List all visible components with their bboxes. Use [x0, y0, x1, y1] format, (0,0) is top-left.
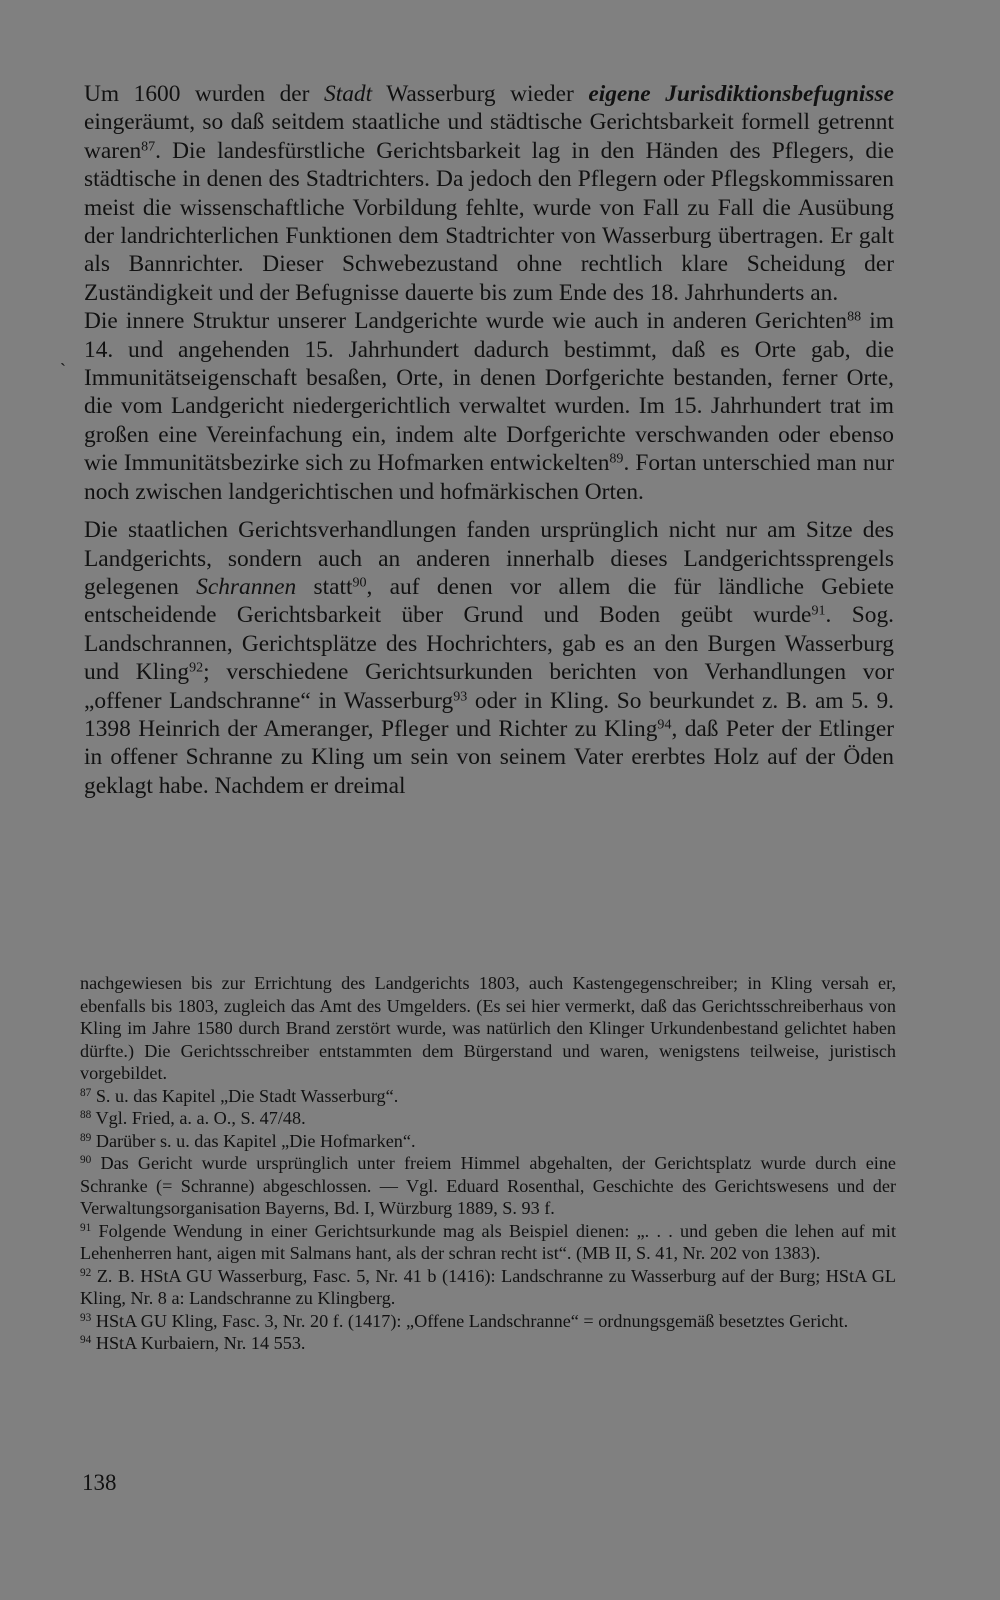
footnote-list: [80, 1085, 896, 1355]
footnote-number: 90: [80, 1153, 92, 1166]
emphasis-jurisdiktionsbefugnisse: eigene Jurisdiktionsbefugnisse: [588, 81, 894, 107]
footnote-ref-88[interactable]: 88: [847, 308, 862, 325]
page-number: 138: [82, 1470, 117, 1495]
text-run: . Fortan unterschied man nur noch zwischen landgerichtischen und hofmärkischen Orten.: [84, 450, 895, 505]
text-run: Die staatlichen Gerichtsverhandlungen fanden ursprünglich nicht nur am Sitze des Landgerichts, sondern auch an anderen innerhalb dieses Landgerichtssprengels gelegenen: [84, 517, 894, 600]
footnote-number: 87: [80, 1086, 92, 1099]
paragraph-2: [84, 307, 894, 506]
emphasis-stadt: Stadt: [324, 81, 373, 107]
footnote-91: [80, 1220, 896, 1265]
text-run: oder in Kling. So beurkundet z. B. am 5. 9. 1398 Heinrich der Ameranger, Pfleger und Richter zu Kling: [84, 687, 894, 742]
footnote-text: Z. B. HStA GU Wasserburg, Fasc. 5, Nr. 41 b (1416): Landschranne zu Wasserburg auf der Burg; HStA GL Kling, Nr. 8 a: Landschranne zu Klingberg.: [80, 1265, 896, 1308]
text-run: Die innere Struktur unserer Landgerichte wurde wie auch in anderen Gerichten: [84, 308, 848, 335]
footnote-text: Das Gericht wurde ursprünglich unter freiem Himmel abgehalten, der Gerichtsplatz wurde durch eine Schranke (= Schranne) abgeschlossen. — Vgl. Eduard Rosenthal, Geschichte des Gerichtswesens und der Verwaltungsorganisation Bayerns, Bd. I, Würzburg 1889, S. 93 f.: [80, 1153, 896, 1218]
footnote-ref-93[interactable]: 93: [453, 687, 468, 704]
footnote-92: [80, 1265, 896, 1310]
footnote-text: HStA GU Kling, Fasc. 3, Nr. 20 f. (1417): „Offene Landschranne“ = ordnungsgemäß besetztes Gericht.: [95, 1310, 849, 1331]
paragraph-1: [84, 80, 894, 307]
footnote-ref-89[interactable]: 89: [609, 450, 624, 467]
text-run: Um 1600 wurden der: [84, 81, 325, 107]
text-run: ; verschiedene Gerichtsurkunden berichten von Verhandlungen vor „offener Landschranne“ in Wasserburg: [84, 659, 894, 714]
text-run: eingeräumt, so daß seitdem staatliche und städtische Gerichtsbarkeit formell getrennt waren: [84, 109, 894, 164]
footnote-text: Vgl. Fried, a. a. O., S. 47/48.: [95, 1108, 306, 1128]
footnote-93: [80, 1310, 896, 1333]
main-text: [84, 80, 894, 800]
text-run: , auf denen vor allem die für ländliche Gebiete entscheidende Gerichtsbarkeit über Grund und Boden geübt wurde: [84, 573, 894, 629]
footnote-87: [80, 1085, 896, 1108]
footnote-ref-92[interactable]: 92: [189, 659, 204, 676]
footnote-number: 92: [80, 1266, 92, 1279]
footnote-number: 94: [80, 1333, 92, 1346]
paragraph-3: [84, 516, 894, 800]
footnote-number: 91: [80, 1221, 92, 1234]
emphasis-schrannen: Schrannen: [196, 573, 297, 600]
text-run: Wasserburg wieder: [372, 81, 589, 107]
stray-mark: ˎ: [60, 346, 66, 366]
footnotes: [80, 972, 896, 1355]
footnote-text: Folgende Wendung in einer Gerichtsurkunde mag als Beispiel dienen: „. . . und geben die lehen auf mit Lehenherren hant, aigen mit Salmans hant, als der schran recht ist“. (MB II, S. 41, Nr. 202 von 1383).: [80, 1220, 897, 1263]
footnote-text: Darüber s. u. das Kapitel „Die Hofmarken“.: [95, 1130, 416, 1151]
footnote-text: HStA Kurbaiern, Nr. 14 553.: [95, 1333, 306, 1353]
footnote-continuation: nachgewiesen bis zur Errichtung des Landgerichts 1803, auch Kastengegenschreiber; in Kling versah er, ebenfalls bis 1803, zugleich das Amt des Umgelders. (Es sei hier vermerkt, daß das Gerichtsschreiberhaus von Kling im Jahre 1580 durch Brand zerstört wurde, was natürlich den Klinger Urkundenbestand gelichtet haben dürfte.) Die Gerichtsschreiber entstammten dem Bürgerstand und waren, wenigstens teilweise, juristisch vorgebildet.: [80, 973, 896, 1083]
footnote-94: [80, 1332, 896, 1355]
footnote-ref-94[interactable]: 94: [657, 716, 672, 733]
text-run: , daß Peter der Etlinger in offener Schranne zu Kling um sein von seinem Vater ererbtes Holz auf der Öden geklagt habe. Nachdem er dreimal: [84, 715, 894, 799]
text-run: . Sog. Landschrannen, Gerichtsplätze des Hochrichters, gab es an den Burgen Wasserburg und Kling: [84, 602, 894, 686]
footnote-ref-91[interactable]: 91: [811, 602, 826, 619]
footnote-text: S. u. das Kapitel „Die Stadt Wasserburg“.: [95, 1085, 399, 1106]
text-run: im 14. und angehenden 15. Jahrhundert dadurch bestimmt, daß es Orte gab, die Immunitätseigenschaft besaßen, Orte, in denen Dorfgerichte bestanden, ferner Orte, die vom Landgericht niedergerichtlich verwaltet wurden. Im 15. Jahrhundert trat im großen eine Vereinfachung ein, indem alte Dorfgerichte verschwanden oder ebenso wie Immunitätsbezirke sich zu Hofmarken entwickelten: [84, 308, 894, 477]
text-run: statt: [296, 573, 353, 600]
footnote-number: 88: [80, 1108, 92, 1121]
footnote-number: 93: [80, 1311, 92, 1324]
text-run: . Die landesfürstliche Gerichtsbarkeit lag in den Händen des Pflegers, die städtische in denen des Stadtrichters. Da jedoch den Pflegern oder Pflegskommissaren meist die wissenschaftliche Vorbildung fehlte, wurde von Fall zu Fall die Ausübung der landrichterlichen Funktionen dem Stadtrichter von Wasserburg übertragen. Er galt als Bannrichter. Dieser Schwebezustand ohne rechtlich klare Scheidung der Zuständigkeit und der Befugnisse dauerte bis zum Ende des 18. Jahrhunderts an.: [84, 137, 894, 306]
footnote-89: [80, 1130, 896, 1153]
footnote-88: [80, 1107, 896, 1130]
footnote-ref-87[interactable]: 87: [141, 138, 156, 155]
footnote-ref-90[interactable]: 90: [352, 574, 367, 591]
footnote-90: [80, 1152, 896, 1220]
footnote-number: 89: [80, 1131, 92, 1144]
